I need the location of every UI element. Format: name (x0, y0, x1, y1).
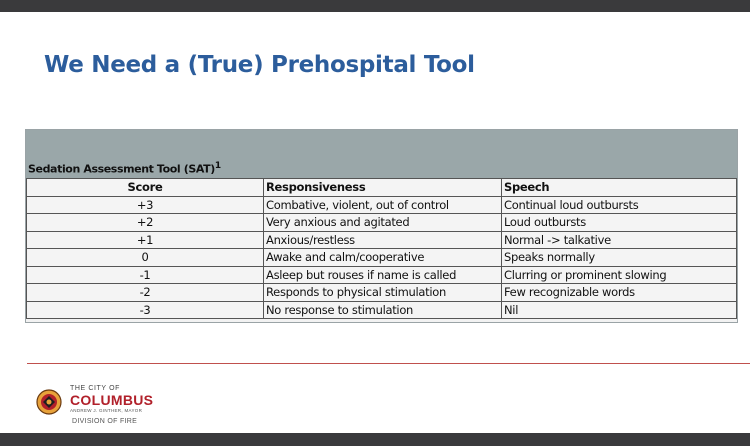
table-header-row (27, 179, 737, 197)
table-row (27, 266, 737, 284)
speech-cell: Nil (502, 301, 737, 319)
footer-divider (27, 363, 750, 364)
window-bottom-bar (0, 433, 750, 446)
responsiveness-cell: Asleep but rouses if name is called (264, 266, 502, 284)
responsiveness-cell: Awake and calm/cooperative (264, 249, 502, 267)
table-header-band (26, 130, 737, 178)
speech-cell: Few recognizable words (502, 284, 737, 302)
presentation-slide (0, 12, 750, 433)
mayor-label: ANDREW J. GINTHER, MAYOR (70, 408, 143, 413)
slide-title: We Need a (True) Prehospital Tool (44, 52, 475, 78)
city-name-label: COLUMBUS (70, 392, 154, 408)
table-row (27, 196, 737, 214)
score-cell: 0 (27, 249, 264, 267)
score-cell: -3 (27, 301, 264, 319)
city-seal-icon (36, 389, 62, 415)
score-cell: +2 (27, 214, 264, 232)
speech-cell: Continual loud outbursts (502, 196, 737, 214)
sedation-assessment-table (26, 178, 737, 319)
responsiveness-cell: Combative, violent, out of control (264, 196, 502, 214)
table-row (27, 284, 737, 302)
header-responsiveness: Responsiveness (264, 179, 502, 197)
score-cell: -1 (27, 266, 264, 284)
responsiveness-cell: Responds to physical stimulation (264, 284, 502, 302)
table-caption-text: Sedation Assessment Tool (SAT) (28, 162, 215, 176)
score-cell: +1 (27, 231, 264, 249)
responsiveness-cell: Anxious/restless (264, 231, 502, 249)
window-top-bar (0, 0, 750, 12)
table-row (27, 301, 737, 319)
sat-table-container (25, 129, 738, 323)
responsiveness-cell: Very anxious and agitated (264, 214, 502, 232)
score-cell: +3 (27, 196, 264, 214)
caption-footnote-marker: 1 (214, 161, 221, 171)
responsiveness-cell: No response to stimulation (264, 301, 502, 319)
division-label: DIVISION OF FIRE (72, 418, 138, 425)
header-score: Score (27, 179, 264, 197)
city-of-label: THE CITY OF (70, 385, 121, 392)
table-caption (28, 161, 221, 176)
header-speech: Speech (502, 179, 737, 197)
speech-cell: Loud outbursts (502, 214, 737, 232)
table-row (27, 231, 737, 249)
table-row (27, 249, 737, 267)
speech-cell: Normal -> talkative (502, 231, 737, 249)
speech-cell: Clurring or prominent slowing (502, 266, 737, 284)
speech-cell: Speaks normally (502, 249, 737, 267)
score-cell: -2 (27, 284, 264, 302)
table-row (27, 214, 737, 232)
columbus-fire-logo (36, 385, 226, 430)
